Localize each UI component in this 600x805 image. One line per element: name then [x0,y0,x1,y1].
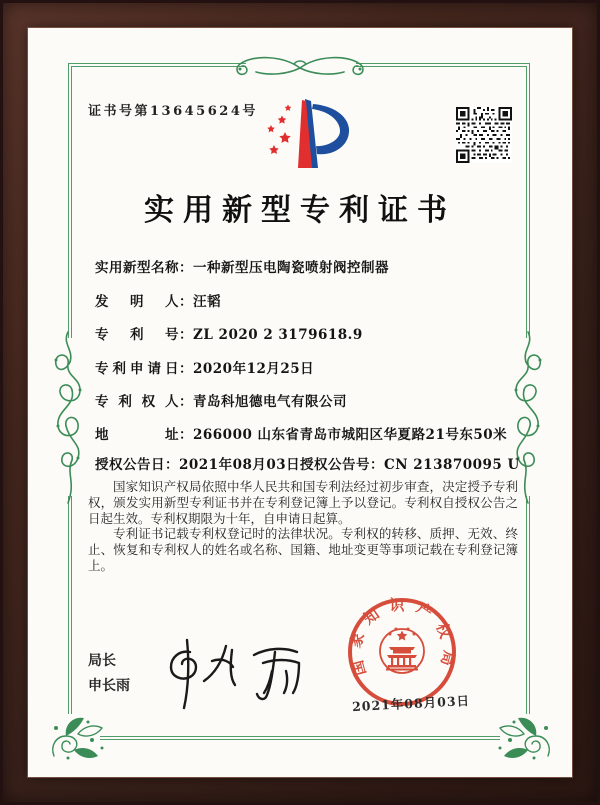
field-colon: ： [179,260,193,276]
seal-org-text: 国家知识产权局 [346,596,458,678]
field-colon: ： [179,427,193,443]
certificate-number: 证书号第13645624号 [88,104,258,119]
cnipa-patent-logo-icon [258,96,354,172]
field-colon: ： [370,457,384,473]
seal-date: 2021年08月03日 [351,692,471,715]
field-row-address [95,423,507,443]
field-value: 2020年12月25日 [193,361,315,377]
field-label: 专利申请日 [95,361,179,377]
official-seal-icon [346,596,458,708]
field-value: 一种新型压电陶瓷喷射阀控制器 [193,260,389,276]
field-colon: ： [179,327,193,343]
field-value: 266000 山东省青岛市城阳区华夏路21号东50米 [193,427,508,443]
field-row-filing-date [95,357,314,377]
field-label: 发明人 [95,294,179,310]
grant-row [95,453,520,473]
field-row-patent-no [95,323,363,343]
field-label: 实用新型名称 [95,260,179,276]
legal-paragraph-1: 国家知识产权局依照中华人民共和国专利法经过初步审查，决定授予专利权，颁发实用新型专利证书并在专利登记簿上予以登记。专利权自授权公告之日起生效。专利权期限为十年，自申请日起算。 [88,479,518,526]
field-label: 地址 [95,427,179,443]
field-value: 汪韬 [193,294,221,310]
qr-code [456,107,512,163]
field-colon: ： [179,294,193,310]
field-row-inventor [95,290,221,310]
grant-no-group [300,453,520,473]
director-signature-icon [160,630,315,715]
certificate-title: 实用新型专利证书 [144,193,456,228]
grant-no-value: CN 213870095 U [384,457,520,473]
grant-date-label: 授权公告日 [95,457,165,473]
field-row-patentee [95,390,347,410]
field-value: ZL 2020 2 3179618.9 [193,327,363,343]
grant-no-label: 授权公告号 [300,457,370,473]
field-label: 专利权人 [95,394,179,410]
director-name: 申长雨 [88,678,130,694]
field-colon: ： [165,457,179,473]
legal-paragraph-2: 专利证书记载专利权登记时的法律状况。专利权的转移、质押、无效、终止、恢复和专利权人的姓名或名称、国籍、地址变更等事项记载在专利登记簿上。 [88,526,518,573]
legal-text-block [88,479,518,574]
field-label: 专利号 [95,327,179,343]
field-colon: ： [179,394,193,410]
field-colon: ： [179,361,193,377]
grant-date-value: 2021年08月03日 [179,457,301,473]
field-row-name [95,256,389,276]
director-title: 局长 [88,653,116,669]
field-value: 青岛科旭德电气有限公司 [193,394,347,410]
